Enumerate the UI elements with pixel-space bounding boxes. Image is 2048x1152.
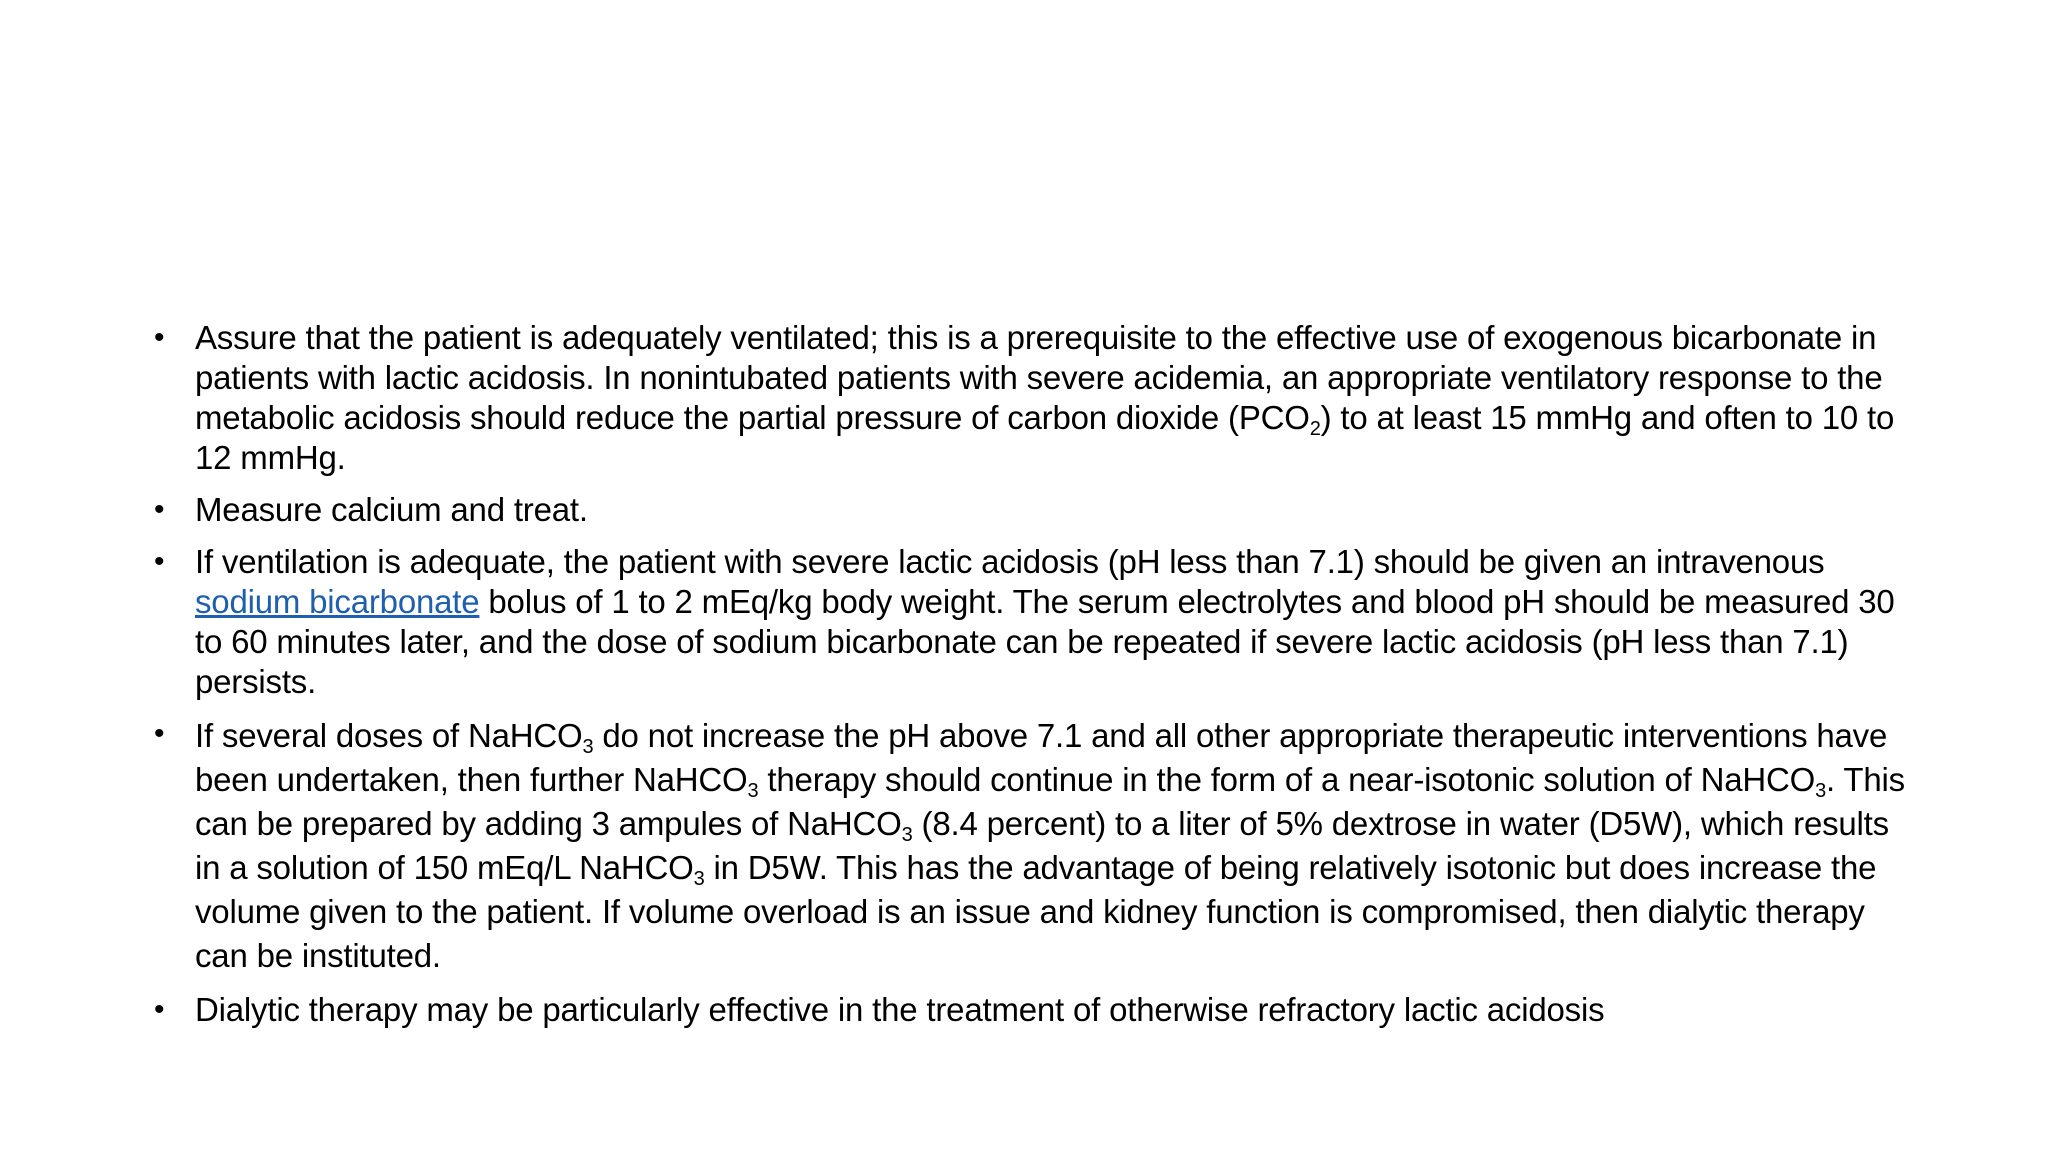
subscript: 3 — [693, 868, 705, 890]
bullet-text: ) to at least 15 mmHg and often to 10 to 12 mmHg. — [195, 399, 1895, 476]
sodium-bicarbonate-link[interactable]: sodium bicarbonate — [195, 583, 480, 620]
subscript: 3 — [901, 824, 913, 846]
list-item — [150, 318, 1910, 478]
bullet-text: (8.4 percent) to a liter of 5% dextrose in water (D5W), which results in a solution of 150 mEq/L NaHCO — [195, 805, 1889, 886]
bullet-list — [150, 318, 1910, 1042]
list-item — [150, 990, 1910, 1030]
subscript: 3 — [1815, 780, 1827, 802]
bullet-text: Assure that the patient is adequately ventilated; this is a prerequisite to the effective use of exogenous bicarbonate in patients with lactic acidosis. In nonintubated patients with severe acidemia, an appropriate ventilatory response to the metabolic acidosis should reduce the partial pressure of carbon dioxide (PCO — [195, 319, 1883, 436]
list-item — [150, 542, 1910, 702]
bullet-text: If several doses of NaHCO — [195, 717, 583, 754]
bullet-text: therapy should continue in the form of a near-isotonic solution of NaHCO — [758, 761, 1816, 798]
bullet-text: If ventilation is adequate, the patient with severe lactic acidosis (pH less than 7.1) should be given an intravenous — [195, 543, 1825, 580]
bullet-icon: • — [154, 993, 165, 1026]
subscript: 3 — [747, 780, 759, 802]
bullet-icon: • — [154, 321, 165, 354]
bullet-text: Dialytic therapy may be particularly effective in the treatment of otherwise refractory lactic acidosis — [195, 991, 1605, 1028]
list-item — [150, 490, 1910, 530]
list-item — [150, 714, 1910, 978]
bullet-text: Measure calcium and treat. — [195, 491, 588, 528]
bullet-text: in D5W. This has the advantage of being relatively isotonic but does increase the volume given to the patient. If volume overload is an issue and kidney function is compromised, then dialytic therapy can be instituted. — [195, 849, 1877, 974]
bullet-icon: • — [154, 545, 165, 578]
bullet-text: do not increase the pH above 7.1 and all other appropriate therapeutic interventions have been undertaken, then further NaHCO — [195, 717, 1888, 798]
bullet-text: . This can be prepared by adding 3 ampules of NaHCO — [195, 761, 1905, 842]
bullet-text: bolus of 1 to 2 mEq/kg body weight. The serum electrolytes and blood pH should be measured 30 to 60 minutes later, and the dose of sodium bicarbonate can be repeated if severe lactic acidosis (pH less than 7.1) persists. — [195, 583, 1895, 700]
subscript: 3 — [582, 736, 594, 758]
subscript: 2 — [1309, 418, 1321, 440]
bullet-icon: • — [154, 717, 165, 750]
bullet-icon: • — [154, 493, 165, 526]
